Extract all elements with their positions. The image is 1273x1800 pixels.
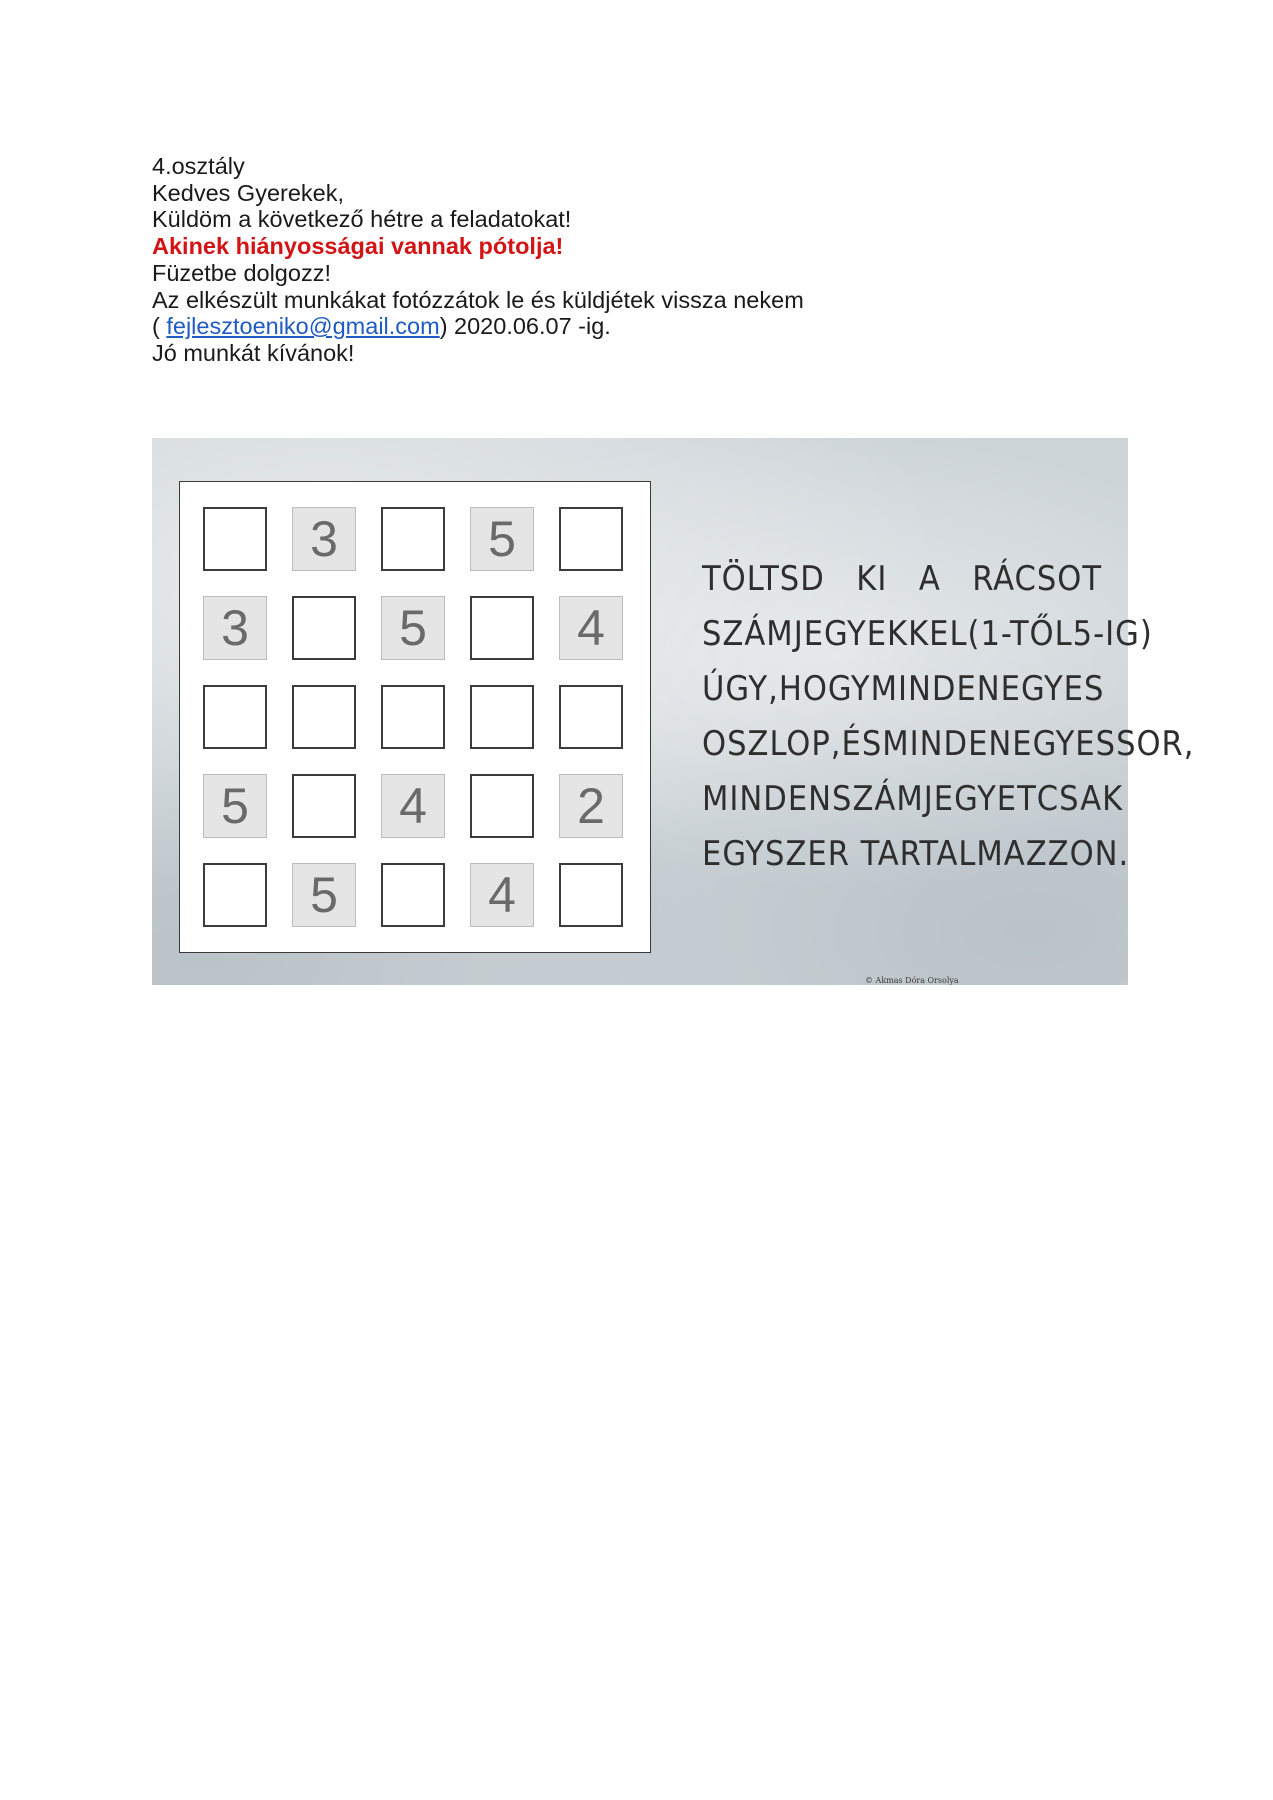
deadline-text: ) 2020.06.07 -ig. bbox=[439, 313, 611, 340]
grid-cell-given: 5 bbox=[470, 507, 534, 571]
instruction-word: MINDEN bbox=[702, 779, 833, 819]
instruction-row bbox=[702, 662, 1105, 717]
instruction-word: EGYES bbox=[1000, 669, 1105, 709]
grid-cell-empty bbox=[203, 507, 267, 571]
grid-cell-empty bbox=[292, 596, 356, 660]
instruction-row bbox=[702, 607, 1153, 662]
email-line bbox=[152, 313, 804, 340]
grid-cell-empty bbox=[292, 774, 356, 838]
grid-cell-given: 4 bbox=[381, 774, 445, 838]
instruction-word: CSAK bbox=[1036, 779, 1124, 819]
instruction-row bbox=[702, 717, 1195, 772]
grid-cell-empty bbox=[470, 685, 534, 749]
email-link[interactable]: fejlesztoeniko@gmail.com bbox=[166, 313, 440, 340]
grade-heading: 4.osztály bbox=[152, 153, 245, 179]
grid-cell-empty bbox=[559, 863, 623, 927]
request-line: Az elkészült munkákat fotózzátok le és küldjétek vissza nekem bbox=[152, 286, 804, 313]
instruction-word: ÚGY, bbox=[702, 669, 779, 709]
grid-cell-empty bbox=[381, 685, 445, 749]
instruction-word: (1-TŐL bbox=[967, 614, 1073, 654]
instruction-word: SZÁMJEGYET bbox=[832, 779, 1037, 819]
instruction-word: KI bbox=[856, 559, 888, 599]
warning-line: Akinek hiányosságai vannak pótolja! bbox=[152, 233, 564, 260]
greeting: Kedves Gyerekek, bbox=[152, 179, 345, 206]
email-prefix: ( bbox=[152, 313, 167, 340]
instruction-word: RÁCSOT bbox=[972, 559, 1102, 599]
intro-line: Küldöm a következő hétre a feladatokat! bbox=[152, 206, 572, 233]
puzzle-worksheet-image bbox=[152, 438, 1195, 985]
closing-line: Jó munkát kívánok! bbox=[152, 339, 355, 366]
grid-cell-empty bbox=[381, 863, 445, 927]
grid-cell-empty bbox=[381, 507, 445, 571]
instruction-word: SOR, bbox=[1116, 724, 1195, 764]
instruction-word: OSZLOP, bbox=[702, 724, 842, 764]
grid-cell-given: 5 bbox=[292, 863, 356, 927]
grid-cell-given: 4 bbox=[559, 596, 623, 660]
instruction-word: TÖLTSD bbox=[702, 559, 825, 599]
instruction-row bbox=[702, 827, 1130, 882]
instruction-row bbox=[702, 552, 1102, 607]
puzzle-instructions bbox=[702, 552, 1195, 882]
grid-cell-given: 2 bbox=[559, 774, 623, 838]
puzzle-grid-panel bbox=[179, 481, 651, 953]
instruction-word: EGYES bbox=[1012, 724, 1117, 764]
grid-cell-empty bbox=[470, 596, 534, 660]
instruction-word: ÉS bbox=[841, 724, 883, 764]
grid-cell-empty bbox=[559, 507, 623, 571]
grid-cell-given: 5 bbox=[381, 596, 445, 660]
grid-cell-given: 3 bbox=[292, 507, 356, 571]
grid-cell-given: 4 bbox=[470, 863, 534, 927]
grid-cell-empty bbox=[292, 685, 356, 749]
instruction-word: SZÁMJEGYEKKEL bbox=[702, 614, 968, 654]
grid-cell-given: 5 bbox=[203, 774, 267, 838]
puzzle-grid bbox=[203, 507, 623, 927]
grid-cell-empty bbox=[559, 685, 623, 749]
instruction-word: EGYSZER TARTALMAZZON. bbox=[702, 834, 1130, 874]
notebook-line: Füzetbe dolgozz! bbox=[152, 259, 331, 286]
grid-cell-empty bbox=[203, 863, 267, 927]
instruction-word: MINDEN bbox=[882, 724, 1013, 764]
instruction-word: 5-IG) bbox=[1072, 614, 1153, 654]
instruction-word: A bbox=[918, 559, 941, 599]
grid-cell-empty bbox=[470, 774, 534, 838]
image-credit: © Akmas Dóra Orsolya bbox=[865, 976, 959, 985]
instruction-word: HOGY bbox=[778, 669, 871, 709]
instruction-word: MINDEN bbox=[870, 669, 1001, 709]
grid-cell-empty bbox=[203, 685, 267, 749]
grid-cell-given: 3 bbox=[203, 596, 267, 660]
letter-text bbox=[152, 153, 804, 367]
instruction-row bbox=[702, 772, 1124, 827]
